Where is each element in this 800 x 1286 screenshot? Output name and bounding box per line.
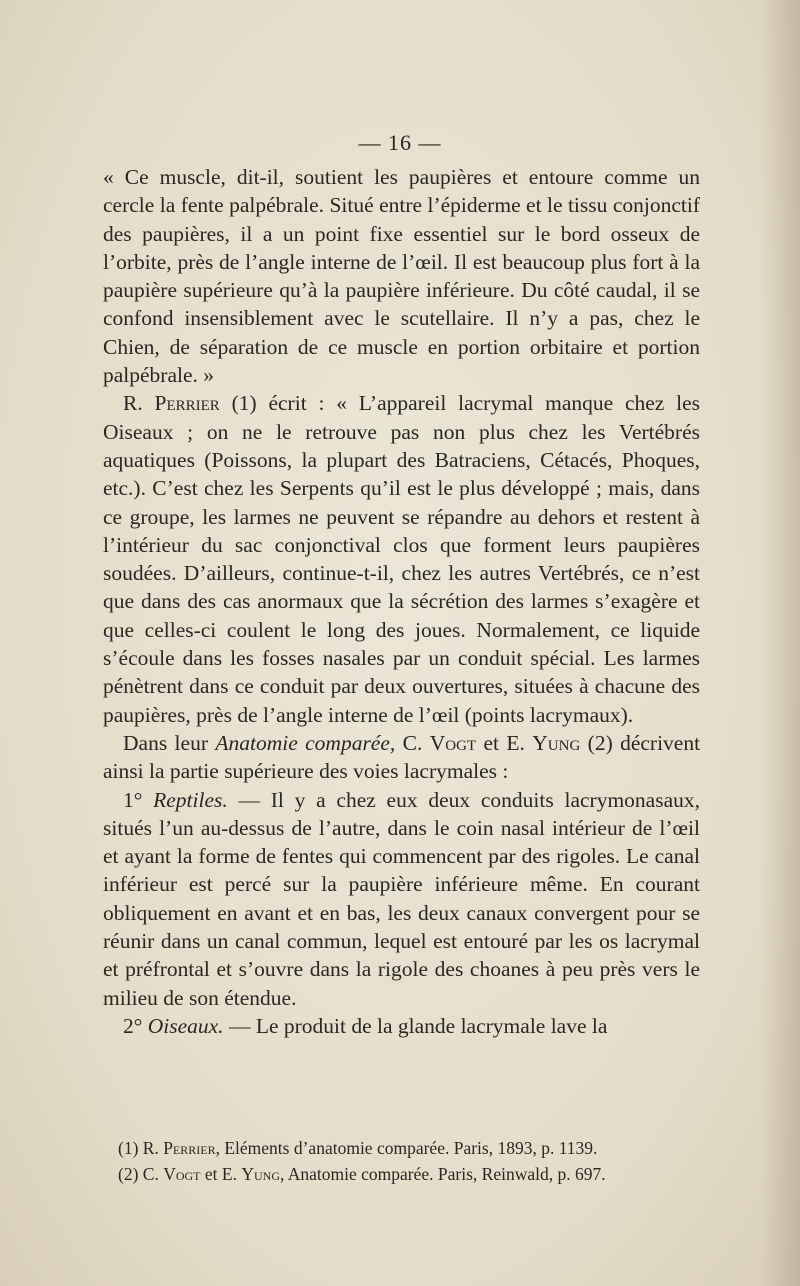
body-text [103,163,700,1040]
paragraph-perrier [103,389,700,729]
paragraph-oiseaux-text: — Le produit de la glande lacrymale lave la [228,1013,608,1038]
page-number: — 16 — [358,130,442,155]
text-segment: (2) décrivent ainsi la partie supérieure des voies lacrymales : [103,730,701,784]
text-segment: C. [402,730,423,755]
author-vogt: Vogt [429,730,477,755]
paragraph-reptiles [103,786,700,1012]
text-segment: et E. [204,1164,237,1184]
footnote-2 [118,1161,718,1187]
page-edge-shadow [760,0,800,1286]
book-title: Anatomie comparée, [215,730,396,755]
paragraph-quote-muscle: « Ce muscle, dit-il, soutient les paupières et entoure comme un cercle la fente palpébrale. Situé entre l’épiderme et le tissu conjonctif des paupières, il a un point fixe essentiel sur le bord osseux de l’orbite, près de l’angle interne de l’œil. Il est beaucoup plus fort à la paupière supérieure qu’à la paupière inférieure. Du côté caudal, il se confond insensiblement avec le scutellaire. Il n’y a pas, chez le Chien, de séparation de ce muscle en portion orbitaire et portion palpébrale. » [103,165,700,388]
section-number: 1° [123,787,143,812]
author-initial: R. [123,391,143,416]
paragraph-vogt-yung [103,729,700,786]
footnote-text: Anatomie comparée. Paris, Reinwald, p. 697. [287,1164,606,1184]
footnote-mark: (2) C. [118,1164,159,1184]
section-title-oiseaux: Oiseaux. [147,1013,224,1038]
footnote-mark: (1) R. [118,1138,159,1158]
footnote-author: Perrier, [163,1138,220,1158]
footnote-text: Eléments d’anatomie comparée. Paris, 1893, p. 1139. [224,1138,598,1158]
paragraph-reptiles-text: — Il y a chez eux deux conduits lacrymonasaux, situés l’un au-dessus de l’autre, dans le coin nasal intérieur de l’œil et ayant la forme de fentes qui commencent par des rigoles. Le canal inférieur est percé sur la paupière inférieure même. En courant obliquement en avant et en bas, les deux canaux convergent pour se réunir dans un canal commun, lequel est entouré par les os lacrymal et préfrontal et s’ouvre dans la rigole des choanes à peu près vers le milieu de son étendue. [103,787,701,1010]
paragraph-perrier-text: (1) écrit : « L’appareil lacrymal manque chez les Oiseaux ; on ne le retrouve pas non plus chez les Vertébrés aquatiques (Poissons, la plupart des Batraciens, Cétacés, Phoques, etc.). C’est chez les Serpents qu’il est le plus développé ; mais, dans ce groupe, les larmes ne peuvent se répandre au dehors et restent à l’intérieur du sac conjonctival clos que forment leurs paupières soudées. D’ailleurs, continue-t-il, chez les autres Vertébrés, ce n’est que dans des cas anormaux que la sécrétion des larmes s’exagère et que celles-ci coulent le long des joues. Normalement, ce liquide s’écoule dans les fosses nasales par un conduit spécial. Les larmes pénètrent dans ce conduit par deux ouvertures, situées à chacune des paupières, près de l’angle interne de l’œil (points lacrymaux). [103,391,701,727]
paragraph-oiseaux [103,1012,700,1040]
footnotes [118,1135,718,1187]
text-segment: et E. [483,730,525,755]
author-perrier: Perrier [154,391,220,416]
author-yung: Yung [532,730,581,755]
text-segment: Dans leur [123,730,208,755]
section-title-reptiles: Reptiles. [153,787,228,812]
footnote-1 [118,1135,718,1161]
footnote-author: Vogt [163,1164,201,1184]
section-number: 2° [123,1013,143,1038]
footnote-author: Yung, [241,1164,285,1184]
